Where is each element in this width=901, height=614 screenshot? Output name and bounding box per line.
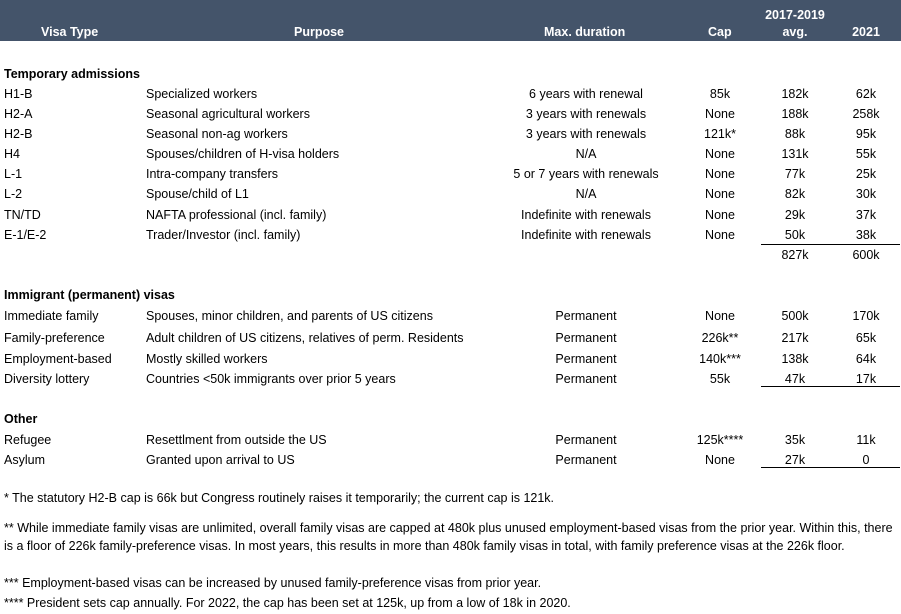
- duration-cell: N/A: [575, 187, 597, 201]
- table-header: [0, 0, 901, 41]
- footnote-2: ** While immediate family visas are unlimited, overall family visas are capped at 480k plus unused employment-based visas from the prior year. Within this, there is a floor of 226k family-preference visas. In most years, this results in more than 480k family visas in total, with family preference visas at the 226k floor.: [4, 521, 893, 553]
- duration-cell: Permanent: [555, 352, 617, 366]
- duration-cell: Permanent: [555, 453, 617, 467]
- avg-cell: 182k: [781, 87, 809, 101]
- cap-cell: 125k****: [696, 433, 744, 447]
- y2021-cell: 38k: [855, 228, 877, 242]
- avg-cell: 138k: [781, 352, 809, 366]
- header-max-duration: Max. duration: [544, 25, 626, 39]
- purpose-cell: Granted upon arrival to US: [146, 453, 295, 467]
- header-cap: Cap: [708, 25, 732, 39]
- y2021-cell: 55k: [855, 147, 877, 161]
- avg-cell: 82k: [784, 187, 806, 201]
- footnote-4: **** President sets cap annually. For 2022, the cap has been set at 125k, up from a low of 18k in 2020.: [4, 596, 571, 610]
- total-2021: 600k: [852, 248, 880, 262]
- avg-cell: 131k: [781, 147, 809, 161]
- section-title-temporary: Temporary admissions: [4, 67, 140, 81]
- visa-type-cell: E-1/E-2: [4, 228, 47, 242]
- header-visa-type: Visa Type: [41, 25, 99, 39]
- purpose-cell: Seasonal non-ag workers: [146, 127, 288, 141]
- total-avg: 827k: [781, 248, 809, 262]
- purpose-cell: Spouses, minor children, and parents of US citizens: [146, 309, 433, 323]
- cap-cell: None: [705, 107, 735, 121]
- avg-cell: 88k: [784, 127, 806, 141]
- section-title-immigrant: Immigrant (permanent) visas: [4, 288, 175, 302]
- purpose-cell: Trader/Investor (incl. family): [146, 228, 301, 242]
- avg-cell: 188k: [781, 107, 809, 121]
- purpose-cell: NAFTA professional (incl. family): [146, 208, 327, 222]
- cap-cell: 140k***: [699, 352, 741, 366]
- avg-cell: 47k: [784, 372, 806, 386]
- visa-type-cell: Family-preference: [4, 331, 105, 345]
- visa-type-cell: H2-A: [4, 107, 33, 121]
- visa-type-cell: H1-B: [4, 87, 33, 101]
- cap-cell: None: [705, 167, 735, 181]
- header-purpose: Purpose: [294, 25, 345, 39]
- y2021-cell: 0: [862, 453, 870, 467]
- duration-cell: 3 years with renewals: [525, 107, 647, 121]
- y2021-cell: 25k: [855, 167, 877, 181]
- y2021-cell: 30k: [855, 187, 877, 201]
- purpose-cell: Resettlment from outside the US: [146, 433, 327, 447]
- cap-cell: 85k: [709, 87, 731, 101]
- cap-cell: None: [705, 187, 735, 201]
- y2021-cell: 258k: [852, 107, 880, 121]
- cap-cell: None: [705, 453, 735, 467]
- y2021-cell: 65k: [855, 331, 877, 345]
- avg-cell: 50k: [784, 228, 806, 242]
- immigrant-rule: [761, 386, 900, 387]
- duration-cell: N/A: [575, 147, 597, 161]
- avg-cell: 500k: [781, 309, 809, 323]
- cap-cell: None: [705, 147, 735, 161]
- y2021-cell: 64k: [855, 352, 877, 366]
- purpose-cell: Intra-company transfers: [146, 167, 278, 181]
- section-title-other: Other: [4, 412, 38, 426]
- visa-type-cell: H2-B: [4, 127, 33, 141]
- cap-cell: 121k*: [704, 127, 736, 141]
- duration-cell: 6 years with renewal: [529, 87, 643, 101]
- cap-cell: 55k: [709, 372, 731, 386]
- duration-cell: Permanent: [555, 372, 617, 386]
- avg-cell: 35k: [784, 433, 806, 447]
- visa-type-cell: Asylum: [4, 453, 45, 467]
- header-2021: 2021: [852, 25, 880, 39]
- footnote-3: *** Employment-based visas can be increased by unused family-preference visas from prior year.: [4, 576, 542, 590]
- y2021-cell: 37k: [855, 208, 877, 222]
- cap-cell: None: [705, 208, 735, 222]
- avg-cell: 217k: [781, 331, 809, 345]
- avg-cell: 27k: [784, 453, 806, 467]
- purpose-cell: Specialized workers: [146, 87, 258, 101]
- subtotal-rule: [761, 244, 900, 245]
- duration-cell: Permanent: [555, 309, 617, 323]
- purpose-cell: Spouse/child of L1: [146, 187, 249, 201]
- visa-type-cell: Refugee: [4, 433, 52, 447]
- header-avg-label: avg.: [782, 25, 808, 39]
- visa-type-cell: L-2: [4, 187, 23, 201]
- visa-type-cell: L-1: [4, 167, 23, 181]
- visa-type-cell: Immediate family: [4, 309, 99, 323]
- other-rule: [761, 467, 900, 468]
- visa-type-cell: Employment-based: [4, 352, 112, 366]
- y2021-cell: 11k: [856, 433, 876, 447]
- y2021-cell: 17k: [855, 372, 877, 386]
- duration-cell: Indefinite with renewals: [521, 228, 651, 242]
- purpose-cell: Mostly skilled workers: [146, 352, 268, 366]
- cap-cell: None: [705, 309, 735, 323]
- y2021-cell: 170k: [852, 309, 880, 323]
- duration-cell: 5 or 7 years with renewals: [513, 167, 659, 181]
- duration-cell: Permanent: [555, 433, 617, 447]
- visa-type-cell: Diversity lottery: [4, 372, 90, 386]
- visa-type-cell: H4: [4, 147, 20, 161]
- purpose-cell: Seasonal agricultural workers: [146, 107, 310, 121]
- footnote-1: * The statutory H2-B cap is 66k but Congress routinely raises it temporarily; the current cap is 121k.: [4, 491, 555, 505]
- duration-cell: Permanent: [555, 331, 617, 345]
- purpose-cell: Spouses/children of H-visa holders: [146, 147, 340, 161]
- y2021-cell: 95k: [855, 127, 877, 141]
- purpose-cell: Adult children of US citizens, relatives of perm. Residents: [146, 331, 464, 345]
- visa-type-cell: TN/TD: [4, 208, 41, 222]
- header-avg-years: 2017-2019: [765, 8, 825, 22]
- cap-cell: None: [705, 228, 735, 242]
- avg-cell: 77k: [784, 167, 806, 181]
- y2021-cell: 62k: [855, 87, 877, 101]
- cap-cell: 226k**: [701, 331, 739, 345]
- duration-cell: 3 years with renewals: [525, 127, 647, 141]
- avg-cell: 29k: [784, 208, 806, 222]
- duration-cell: Indefinite with renewals: [521, 208, 651, 222]
- purpose-cell: Countries <50k immigrants over prior 5 years: [146, 372, 396, 386]
